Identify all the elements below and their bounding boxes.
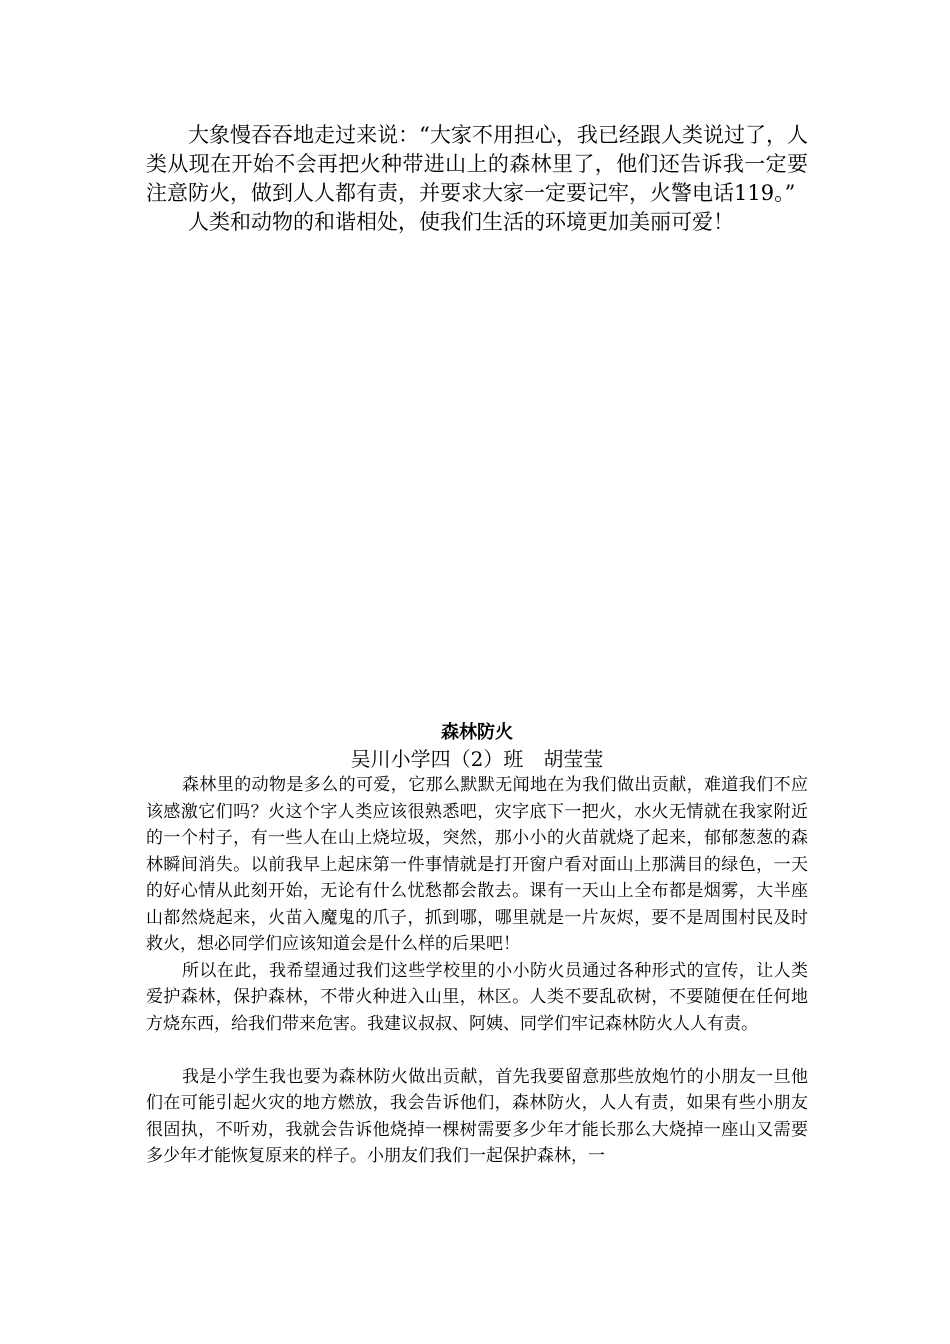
essay-title: 森林防火	[441, 722, 513, 743]
essay-byline: 吴川小学四（2）班 胡莹莹	[350, 747, 604, 771]
paragraph-gap	[146, 1037, 808, 1064]
essay-paragraph-2: 所以在此，我希望通过我们这些学校里的小小防火员通过各种形式的宣传，让人类爱护森林，保护森林，不带火种进入山里，林区。人类不要乱砍树，不要随便在任何地方烧东西，给我们带来危害。我建议叔叔、阿姨、同学们牢记森林防火人人有责。	[146, 960, 808, 1034]
essay-section	[146, 720, 808, 1170]
story-ending-section	[146, 121, 808, 237]
harmony-paragraph: 人类和动物的和谐相处，使我们生活的环境更加美丽可爱！	[188, 210, 734, 234]
essay-paragraph-3: 我是小学生我也要为森林防火做出贡献，首先我要留意那些放炮竹的小朋友一旦他们在可能引起火灾的地方燃放，我会告诉他们，森林防火，人人有责，如果有些小朋友很固执，不听劝，我就会告诉他烧掉一棵树需要多少年才能长那么大烧掉一座山又需要多少年才能恢复原来的样子。小朋友们我们一起保护森林，一	[146, 1066, 808, 1166]
essay-paragraph-1: 森林里的动物是多么的可爱，它那么默默无闻地在为我们做出贡献，难道我们不应该感激它们吗？火这个字人类应该很熟悉吧，灾字底下一把火，水火无情就在我家附近的一个村子，有一些人在山上烧垃圾，突然，那小小的火苗就烧了起来，郁郁葱葱的森林瞬间消失。以前我早上起床第一件事情就是打开窗户看对面山上那满目的绿色，一天的好心情从此刻开始，无论有什么忧愁都会散去。课有一天山上全布都是烟雾，大半座山都然烧起来，火苗入魔鬼的爪子，抓到哪，哪里就是一片灰烬，要不是周围村民及时救火，想必同学们应该知道会是什么样的后果吧！	[146, 775, 808, 954]
elephant-paragraph: 大象慢吞吞地走过来说：“大家不用担心，我已经跟人类说过了，人类从现在开始不会再把火种带进山上的森林里了，他们还告诉我一定要注意防火，做到人人都有责，并要求大家一定要记牢，火警电话119。”	[146, 123, 808, 205]
